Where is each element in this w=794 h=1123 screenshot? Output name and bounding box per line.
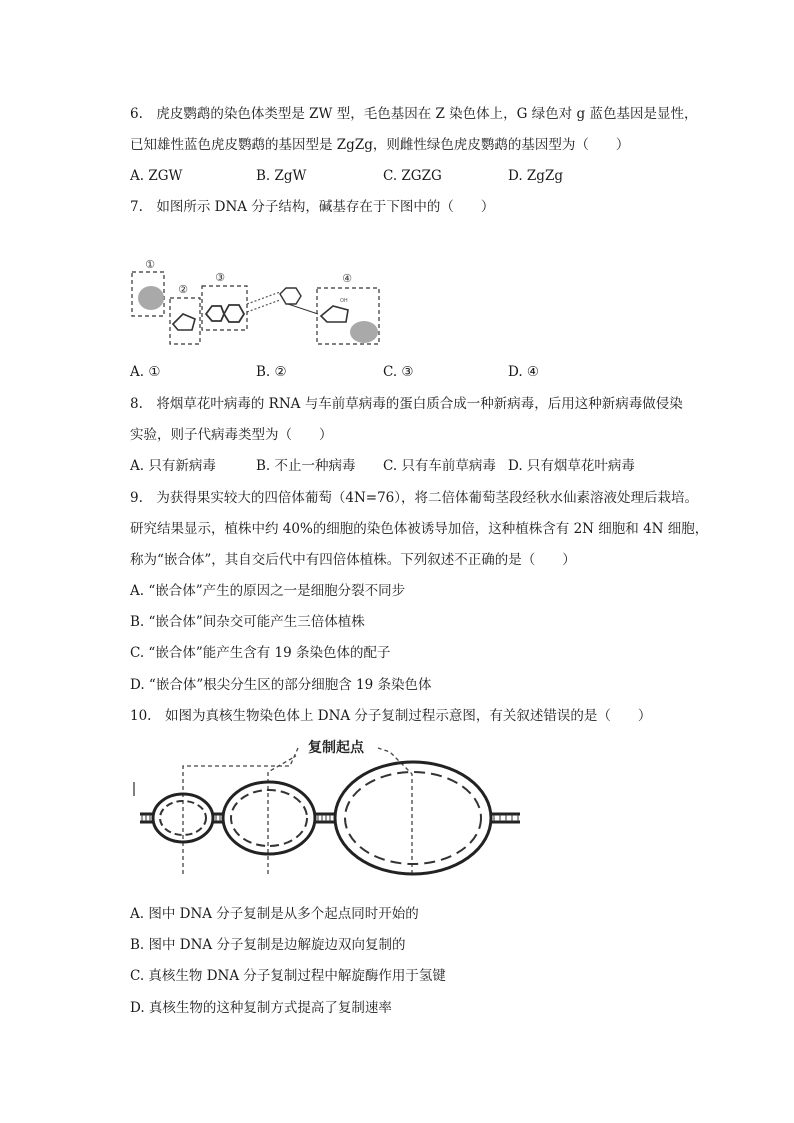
figure-part-2-sugar <box>170 283 200 344</box>
q8-stem-line2: 实验，则子代病毒类型为（ ） <box>130 427 333 443</box>
q10-option-b[interactable]: B. 图中 DNA 分子复制是边解旋边双向复制的 <box>130 937 406 953</box>
q9-stem-line3: 称为“嵌合体”，其自交后代中有四倍体植株。下列叙述不正确的是（ ） <box>130 552 576 568</box>
q7-option-b[interactable]: B. ② <box>256 364 287 380</box>
q9-option-d[interactable]: D. “嵌合体”根尖分生区的部分细胞含 19 条染色体 <box>130 677 432 693</box>
figure-label-1: ① <box>145 258 155 271</box>
q9-stem-line1: 9. 为获得果实较大的四倍体葡萄（4N=76），将二倍体葡萄茎段经秋水仙素溶液处理后栽培。 <box>130 490 699 506</box>
replication-bubble-medium <box>223 782 315 854</box>
q9-option-a[interactable]: A. “嵌合体”产生的原因之一是细胞分裂不同步 <box>130 583 406 599</box>
q10-option-d[interactable]: D. 真核生物的这种复制方式提高了复制速率 <box>130 1000 392 1016</box>
q9-option-b[interactable]: B. “嵌合体”间杂交可能产生三倍体植株 <box>130 614 365 630</box>
q6-option-c[interactable]: C. ZGZG <box>383 168 442 184</box>
q6-stem-line1: 6. 虎皮鹦鹉的染色体类型是 ZW 型，毛色基因在 Z 染色体上，G 绿色对 g 蓝色基因是显性， <box>130 106 698 122</box>
q8-option-c[interactable]: C. 只有车前草病毒 <box>383 458 496 474</box>
dna-replication-figure <box>128 738 528 886</box>
replication-origin-label: 复制起点 <box>308 740 364 756</box>
q6-stem-line2: 已知雄性蓝色虎皮鹦鹉的基因型是 ZgZg，则雌性绿色虎皮鹦鹉的基因型为（ ） <box>130 137 630 153</box>
q7-stem: 7. 如图所示 DNA 分子结构，碱基存在于下图中的（ ） <box>130 199 495 215</box>
q8-option-a[interactable]: A. 只有新病毒 <box>130 458 216 474</box>
dna-structure-figure <box>128 258 388 350</box>
figure-part-4-nucleotide <box>317 272 379 344</box>
q10-option-c[interactable]: C. 真核生物 DNA 分子复制过程中解旋酶作用于氢键 <box>130 968 446 984</box>
figure-label-3: ③ <box>215 271 225 284</box>
svg-text:OH: OH <box>340 298 348 304</box>
figure-label-4: ④ <box>342 272 352 285</box>
q6-option-b[interactable]: B. ZgW <box>256 168 307 184</box>
q10-stem: 10. 如图为真核生物染色体上 DNA 分子复制过程示意图，有关叙述错误的是（ ） <box>130 708 652 724</box>
q8-option-b[interactable]: B. 不止一种病毒 <box>256 458 356 474</box>
figure-label-2: ② <box>178 283 188 296</box>
q6-option-a[interactable]: A. ZGW <box>130 168 183 184</box>
q7-option-a[interactable]: A. ① <box>130 364 161 380</box>
q9-option-c[interactable]: C. “嵌合体”能产生含有 19 条染色体的配子 <box>130 645 391 661</box>
dna-strand <box>140 814 520 822</box>
q10-option-a[interactable]: A. 图中 DNA 分子复制是从多个起点同时开始的 <box>130 906 419 922</box>
q7-option-d[interactable]: D. ④ <box>508 364 540 380</box>
q9-stem-line2: 研究结果显示，植株中约 40%的细胞的染色体被诱导加倍，这种植株含有 2N 细胞和 4N 细胞， <box>130 521 709 537</box>
q7-option-c[interactable]: C. ③ <box>383 364 414 380</box>
replication-bubble-large <box>335 762 491 874</box>
q8-option-d[interactable]: D. 只有烟草花叶病毒 <box>508 458 635 474</box>
q8-stem-line1: 8. 将烟草花叶病毒的 RNA 与车前草病毒的蛋白质合成一种新病毒，后用这种新病毒做侵染 <box>130 396 683 412</box>
figure-part-3-base <box>202 271 247 330</box>
q6-option-d[interactable]: D. ZgZg <box>508 168 563 184</box>
figure-part-1-phosphate <box>132 258 164 316</box>
